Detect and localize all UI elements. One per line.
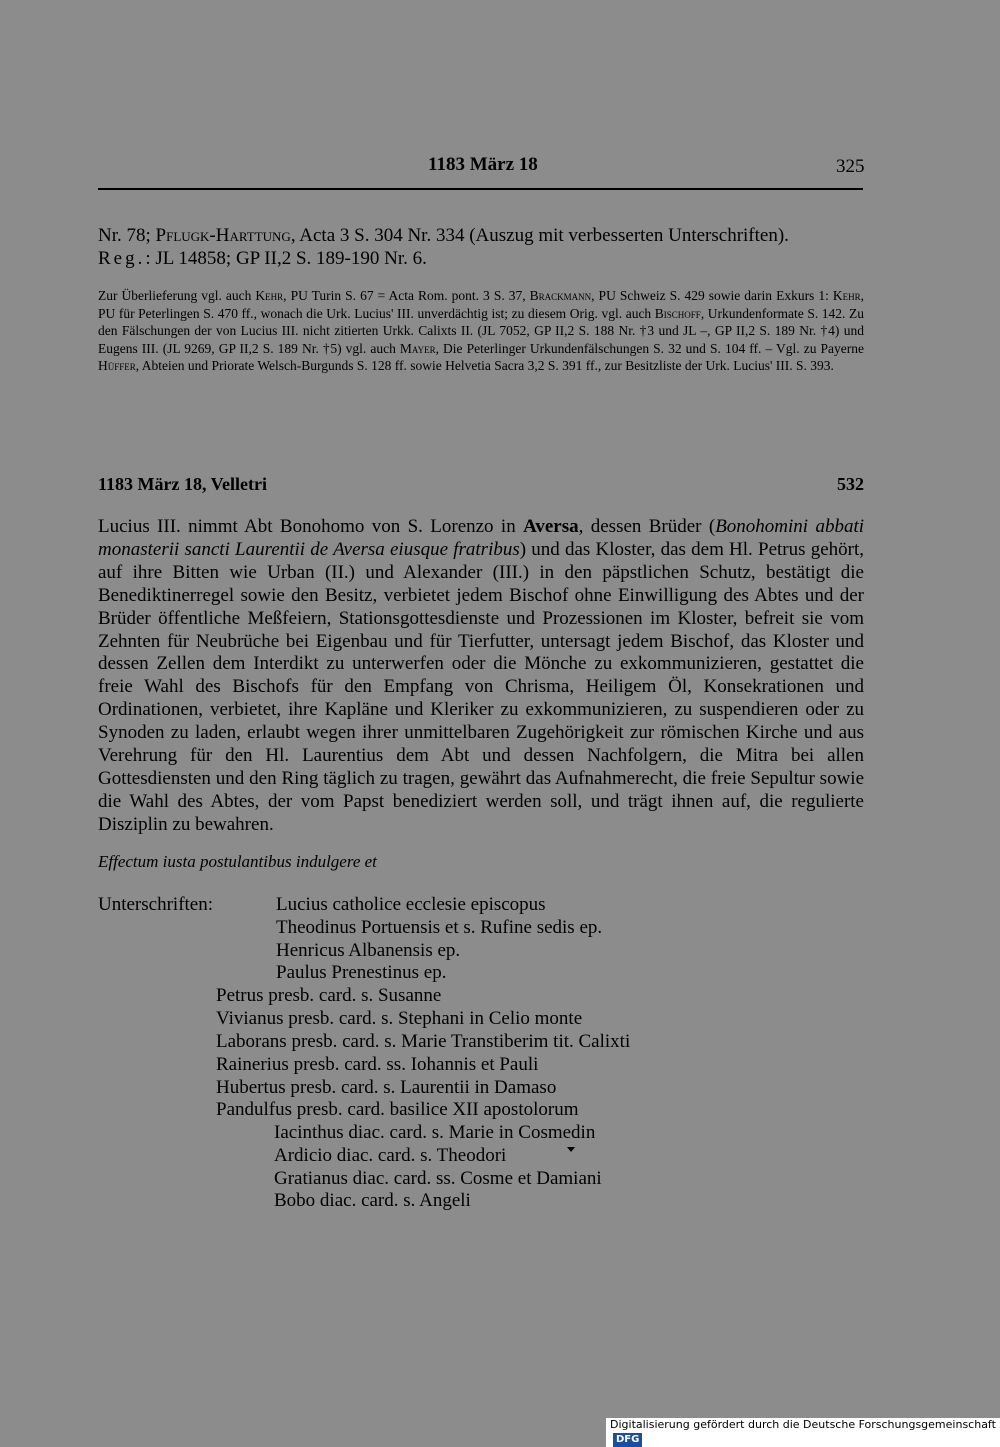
incipit: Effectum iusta postulantibus indulgere et bbox=[98, 852, 377, 871]
note-text: , PU Schweiz S. 429 sowie darin Exkurs 1: bbox=[591, 288, 833, 303]
signature-line: Paulus Prenestinus ep. bbox=[276, 962, 447, 983]
signature-line: Gratianus diac. card. ss. Cosme et Damiani bbox=[274, 1168, 602, 1189]
document-regest bbox=[98, 516, 864, 837]
author-name: Brackmann bbox=[529, 288, 592, 303]
note-text: , Urkundenformate S. 142. Zu den Fälschungen der von Lucius III. nicht zitierten Urkk. Calixts II. (JL 7052, GP II,2 S. 188 Nr. †3 und JL –, GP II,2 S. 189 Nr. †4) und Eugens III. (JL 9269, GP II,2 S. 189 Nr. †5) vgl. auch bbox=[98, 305, 865, 356]
signature-line: Lucius catholice ecclesie episcopus bbox=[276, 894, 546, 915]
regest-text: , dessen Brüder ( bbox=[578, 516, 716, 537]
document-number: 532 bbox=[837, 474, 864, 494]
signature-line: Petrus presb. card. s. Susanne bbox=[216, 985, 442, 1006]
document-heading bbox=[98, 474, 864, 495]
footer-text: Digitalisierung gefördert durch die Deutsche Forschungsgemeinschaft bbox=[610, 1418, 996, 1431]
signature-line: Vivianus presb. card. s. Stephani in Celio monte bbox=[216, 1008, 583, 1029]
dfg-logo: DFG bbox=[613, 1433, 642, 1447]
bene-valete-mark-icon bbox=[566, 1146, 576, 1153]
author-name: Mayer bbox=[399, 340, 436, 356]
note-text: Zur Überlieferung vgl. auch bbox=[98, 288, 256, 303]
signature-line: Laborans presb. card. s. Marie Transtiberim tit. Calixti bbox=[216, 1031, 631, 1052]
regest-text: Lucius III. nimmt Abt Bonohomo von S. Lorenzo in bbox=[98, 516, 524, 537]
text: , Acta 3 S. 304 Nr. 334 (Auszug mit verbesserten Unterschriften). bbox=[290, 225, 789, 246]
regest-text: ) und das Kloster, das dem Hl. Petrus gehört, auf ihre Bitten wie Urban (II.) und Alexander (III.) in den päpstlichen Schutz, bestätigt die Benediktinerregel sowie den Besitz, verbietet jedem Bischof ohne Einwilligung des Abtes und der Brüder öffentliche Meßfeiern, Stationsgottesdienste und Prozessionen im Kloster, befreit sie vom Zehnten für Neubrüche bei Eigenbau und für Tierfutter, untersagt jedem Bischof, das Kloster und dessen Zellen dem Interdikt zu unterwerfen oder die Mönche zu exkommunizieren, gestattet die freie Wahl des Bischofs für den Empfang von Chrisma, Heiligem Öl, Konsekrationen und Ordinationen, verbietet, ihre Kapläne und Kleriker zu exkommunizieren, zu suspendieren oder zu Synoden zu laden, erlaubt wegen ihrer unmittelbaren Zugehörigkeit zur römischen Kirche und aus Verehrung für den Hl. Laurentius dem Abt und dessen Nachfolgern, die Mitra bei allen Gottesdiensten und den Ring täglich zu tragen, gewährt das Aufnahmerecht, die freie Sepultur sowie die Wahl des Abtes, der vom Papst benediziert werden soll, und trägt ihnen auf, die regulierte Disziplin zu bewahren. bbox=[98, 538, 864, 835]
latin-quote: Bonohomini abbati monasterii sancti Laurentii de Aversa eiusque fratribus bbox=[98, 516, 865, 560]
reg-label: Reg. bbox=[98, 248, 146, 269]
author-name: Bischoff bbox=[654, 305, 701, 321]
signature-line: Iacinthus diac. card. s. Marie in Cosmedin bbox=[274, 1122, 596, 1143]
note-text: , Abteien und Priorate Welsch-Burgunds S. 128 ff. sowie Helvetia Sacra 3,2 S. 391 ff., zur Besitzliste der Urk. Lucius' III. S. 393. bbox=[135, 358, 834, 374]
signature-line: Henricus Albanensis ep. bbox=[276, 940, 461, 961]
author-name: Kehr bbox=[255, 288, 284, 303]
header-rule bbox=[98, 188, 863, 190]
reg-text: : JL 14858; GP II,2 S. 189-190 Nr. 6. bbox=[145, 248, 427, 269]
signature-line: Theodinus Portuensis et s. Rufine sedis ep. bbox=[276, 917, 603, 938]
place-name: Aversa bbox=[523, 516, 579, 537]
note-text: , PU Turin S. 67 = Acta Rom. pont. 3 S. 37, bbox=[283, 288, 530, 303]
signature-line: Ardicio diac. card. s. Theodori bbox=[274, 1145, 507, 1166]
text: Nr. 78; bbox=[98, 225, 156, 246]
signature-line: Hubertus presb. card. s. Laurentii in Damaso bbox=[216, 1077, 557, 1098]
running-header-title: 1183 März 18 bbox=[428, 154, 538, 175]
note-text: , Die Peterlinger Urkundenfälschungen S. 32 und S. 104 ff. – Vgl. zu Payerne bbox=[435, 340, 864, 356]
signature-line: Rainerius presb. card. ss. Iohannis et Pauli bbox=[216, 1054, 539, 1075]
page-number: 325 bbox=[836, 156, 865, 177]
footer-credit bbox=[606, 1418, 1000, 1447]
signatures-label: Unterschriften: bbox=[98, 894, 214, 915]
author-name: Hüffer bbox=[98, 358, 136, 374]
signature-line: Bobo diac. card. s. Angeli bbox=[274, 1190, 471, 1211]
previous-document-tail bbox=[98, 224, 864, 270]
commentary-note bbox=[98, 287, 864, 375]
document-date-place: 1183 März 18, Velletri bbox=[98, 474, 267, 494]
signature-line: Pandulfus presb. card. basilice XII apostolorum bbox=[216, 1099, 579, 1120]
note-text: , PU für Peterlingen S. 470 ff., wonach die Urk. Lucius' III. unverdächtig ist; zu diesem Orig. vgl. auch bbox=[98, 288, 864, 321]
author-name: Pflugk-Harttung bbox=[155, 225, 291, 246]
author-name: Kehr bbox=[832, 288, 861, 303]
